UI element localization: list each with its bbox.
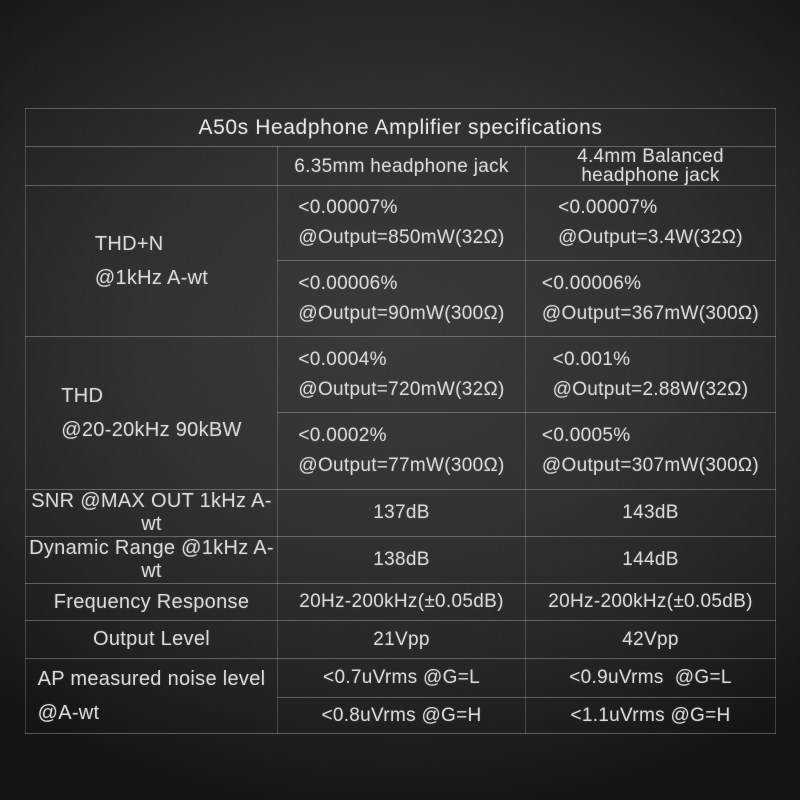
table-row <box>26 537 776 584</box>
spec-value-line: @Output=3.4W(32Ω) <box>558 227 743 248</box>
cell-ap-noise-44-gain-low: <0.9uVrms @G=L <box>526 659 776 698</box>
table-title: A50s Headphone Amplifier specifications <box>26 109 776 147</box>
row-label-line: @20-20kHz 90kBW <box>61 419 242 441</box>
table-row <box>26 186 776 261</box>
cell-thd-44-32ohm <box>526 337 776 413</box>
spec-value-line: @Output=307mW(300Ω) <box>541 455 760 476</box>
column-header-line: headphone jack <box>581 165 720 186</box>
row-label-thdn <box>26 186 278 337</box>
spec-value-line: <0.0005% <box>541 425 631 446</box>
row-label-ap-noise <box>26 659 278 734</box>
spec-value-line: <0.00007% <box>558 197 658 218</box>
column-header-4-4mm-balanced-jack <box>526 147 776 186</box>
header-empty-cell <box>26 147 278 186</box>
spec-value-line: <0.0002% <box>298 425 387 446</box>
cell-ap-noise-44-gain-high: <1.1uVrms @G=H <box>526 698 776 734</box>
cell-snr-635: 137dB <box>278 490 526 537</box>
cell-frequency-response-44: 20Hz-200kHz(±0.05dB) <box>526 584 776 621</box>
spec-value-line: @Output=2.88W(32Ω) <box>552 378 749 400</box>
spec-value-line: <0.0004% <box>298 348 387 370</box>
row-label-snr: SNR @MAX OUT 1kHz A-wt <box>26 490 278 537</box>
cell-ap-noise-635-gain-low: <0.7uVrms @G=L <box>278 659 526 698</box>
cell-thd-44-300ohm <box>526 413 776 490</box>
row-label-output-level: Output Level <box>26 621 278 659</box>
table-row <box>26 659 776 698</box>
cell-thdn-635-300ohm <box>278 261 526 337</box>
spec-value-line: @Output=850mW(32Ω) <box>298 227 505 248</box>
row-label-frequency-response: Frequency Response <box>26 584 278 621</box>
table-row <box>26 584 776 621</box>
cell-thdn-44-300ohm <box>526 261 776 337</box>
cell-dynamic-range-44: 144dB <box>526 537 776 584</box>
row-label-thd <box>26 337 278 490</box>
row-label-line: AP measured noise level <box>37 668 266 690</box>
cell-thdn-44-32ohm <box>526 186 776 261</box>
spec-value-line: @Output=77mW(300Ω) <box>298 455 505 476</box>
cell-output-level-44: 42Vpp <box>526 621 776 659</box>
table-row <box>26 337 776 413</box>
spec-table <box>25 108 776 734</box>
spec-value-line: @Output=90mW(300Ω) <box>298 302 505 324</box>
spec-value-line: <0.001% <box>552 348 631 370</box>
cell-output-level-635: 21Vpp <box>278 621 526 659</box>
cell-thd-635-300ohm <box>278 413 526 490</box>
cell-thdn-635-32ohm <box>278 186 526 261</box>
cell-dynamic-range-635: 138dB <box>278 537 526 584</box>
table-row <box>26 147 776 186</box>
cell-snr-44: 143dB <box>526 490 776 537</box>
cell-ap-noise-635-gain-high: <0.8uVrms @G=H <box>278 698 526 734</box>
cell-frequency-response-635: 20Hz-200kHz(±0.05dB) <box>278 584 526 621</box>
spec-value-line: <0.00006% <box>541 272 642 294</box>
row-label-line: @1kHz A-wt <box>94 267 209 289</box>
row-label-line: THD+N <box>94 233 164 255</box>
row-label-dynamic-range: Dynamic Range @1kHz A-wt <box>26 537 278 584</box>
column-header-6-35mm-jack: 6.35mm headphone jack <box>278 147 526 186</box>
table-row <box>26 109 776 147</box>
spec-value-line: @Output=367mW(300Ω) <box>541 302 760 324</box>
table-row <box>26 621 776 659</box>
spec-value-line: @Output=720mW(32Ω) <box>298 378 505 400</box>
column-header-line: 4.4mm Balanced <box>577 146 724 167</box>
table-row <box>26 490 776 537</box>
cell-thd-635-32ohm <box>278 337 526 413</box>
spec-value-line: <0.00006% <box>298 272 398 294</box>
spec-value-line: <0.00007% <box>298 197 398 218</box>
row-label-line: @A-wt <box>37 702 100 724</box>
row-label-line: THD <box>61 385 104 407</box>
